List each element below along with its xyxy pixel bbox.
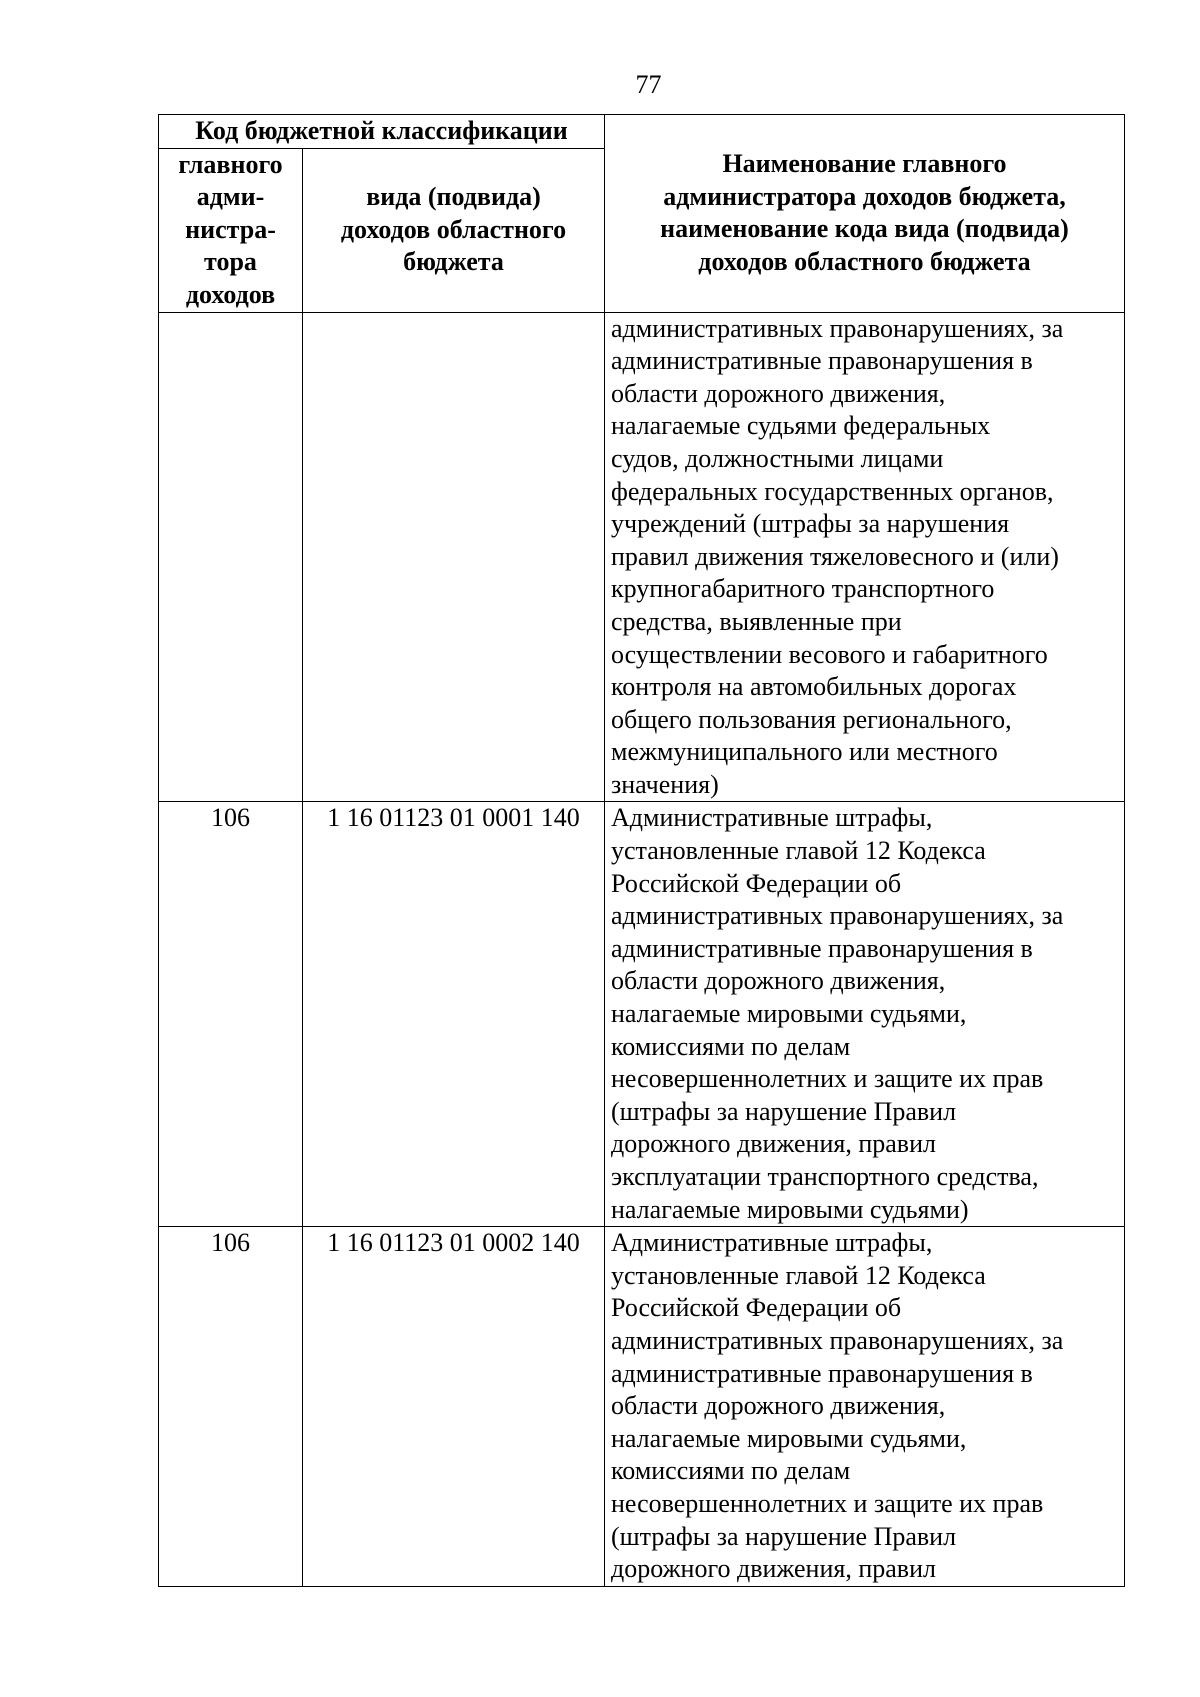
cell-description [605,1227,1125,1587]
cell-income-code: 1 16 01123 01 0001 140 [303,802,605,1227]
cell-description [605,802,1125,1227]
table-row [159,1227,1125,1587]
description-text: Административные штрафы, установленные главой 12 Кодекса Российской Федерации об административных правонарушениях, за административные правонарушения в области дорожного движения, налагаемые мировыми судьями, комиссиями по делам несовершеннолетних и защите их прав (штрафы за нарушение Правил дорожного движения, правил [611,1228,1064,1584]
header-name-label: Наименование главного администратора доходов бюджета, наименование кода вида (подвида) доходов областного бюджета [660,149,1069,276]
header-code-column [303,148,605,312]
header-row-group [159,115,1125,149]
header-name-column [605,115,1125,313]
cell-admin-code: 106 [159,802,303,1227]
table-row [159,802,1125,1227]
page-number: 77 [635,70,662,99]
cell-admin-code [159,312,303,802]
cell-admin-code: 106 [159,1227,303,1587]
header-budget-code-group: Код бюджетной классификации [159,115,605,149]
description-text: административных правонарушениях, за административные правонарушения в области дорожного движения, налагаемые судьями федеральных судов, должностными лицами федеральных государственных органов, учреждений (штрафы за нарушения правил движения тяжеловесного и (или) крупногабаритного транспортного средства, выявленные при осуществлении весового и габаритного контроля на автомобильных дорогах общего пользования регионального, межмуниципального или местного значения) [611,313,1064,799]
table-row [159,312,1125,802]
header-admin-column [159,148,303,312]
description-text: Административные штрафы, установленные главой 12 Кодекса Российской Федерации об административных правонарушениях, за административные правонарушения в области дорожного движения, налагаемые мировыми судьями, комиссиями по делам несовершеннолетних и защите их прав (штрафы за нарушение Правил дорожного движения, правил эксплуатации транспортного средства, налагаемые мировыми судьями) [611,803,1064,1224]
cell-income-code: 1 16 01123 01 0002 140 [303,1227,605,1587]
budget-classification-table [158,114,1125,1587]
header-admin-label: главного адми- нистра- тора доходов [178,149,283,309]
cell-income-code [303,312,605,802]
header-code-label: вида (подвида) доходов областного бюджета [340,182,567,277]
cell-description [605,312,1125,802]
